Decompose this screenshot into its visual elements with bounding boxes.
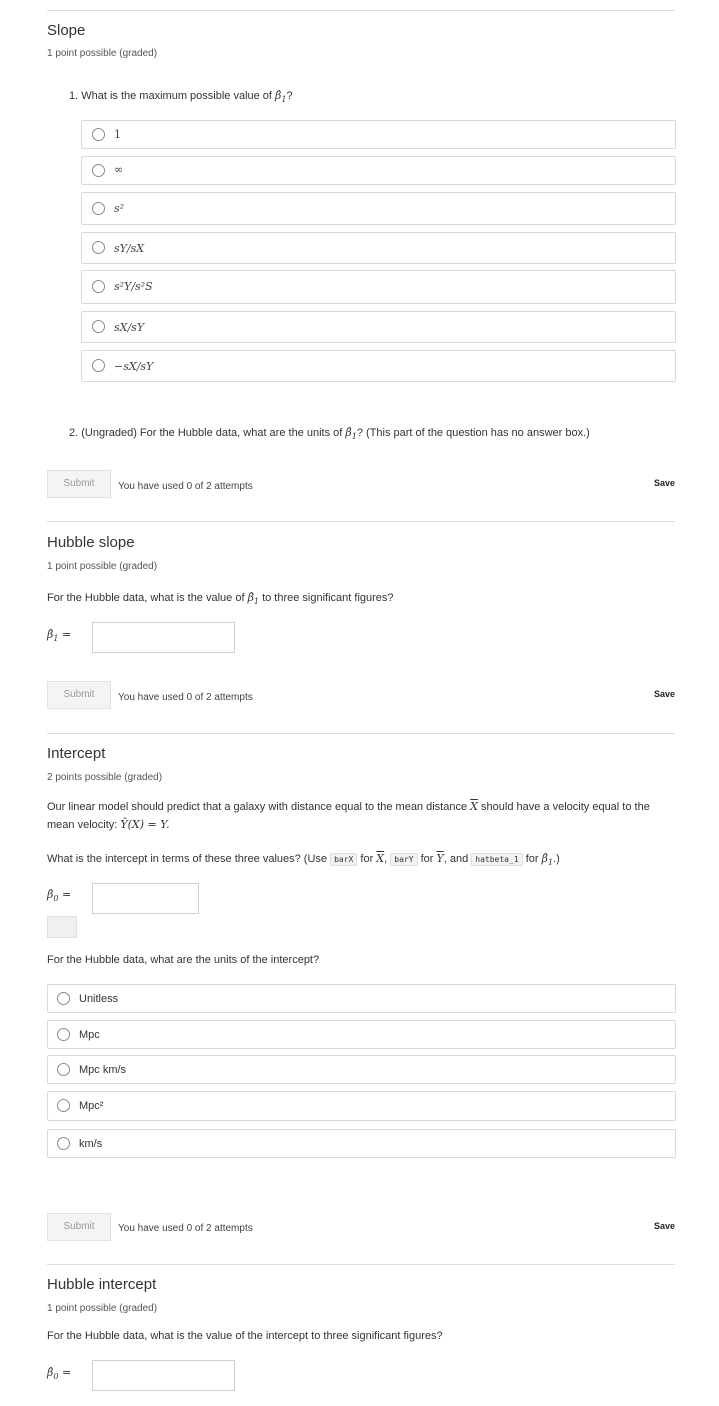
comma: , xyxy=(384,853,391,865)
submit-button[interactable]: Submit xyxy=(47,470,111,498)
code-hatbeta: hatbeta_1 xyxy=(471,853,522,866)
answer-input[interactable] xyxy=(92,1360,235,1391)
prediction-equation: Ŷ(X) = Y. xyxy=(120,818,170,831)
divider xyxy=(47,521,675,522)
radio-button[interactable] xyxy=(57,992,70,1005)
attempts-text: You have used 0 of 2 attempts xyxy=(118,481,253,492)
submit-button[interactable]: Submit xyxy=(47,681,111,709)
paragraph-text: should have a velocity equal to the xyxy=(477,801,650,813)
radio-button[interactable] xyxy=(57,1137,70,1150)
unit-option-kms[interactable] xyxy=(47,1129,676,1158)
save-button[interactable]: Save xyxy=(653,1221,675,1231)
submit-button[interactable]: Submit xyxy=(47,1213,111,1241)
problem-points: 2 points possible (graded) xyxy=(47,772,163,783)
unit-option-mpc-kms[interactable] xyxy=(47,1055,676,1084)
answer-label xyxy=(47,626,71,648)
radio-button[interactable] xyxy=(92,320,105,333)
option-label: Mpc² xyxy=(79,1100,104,1112)
intercept-paragraph-2 xyxy=(47,850,679,872)
divider xyxy=(47,733,675,734)
option-label: 1 xyxy=(114,128,121,141)
code-bary: barY xyxy=(390,853,417,866)
problem-title-intercept: Intercept xyxy=(47,745,106,762)
intercept-paragraph-1 xyxy=(47,798,679,834)
question-2 xyxy=(69,424,590,446)
divider xyxy=(47,10,675,11)
beta-symbol: β̂ xyxy=(541,852,548,865)
paragraph-text: for xyxy=(417,853,437,865)
beta-subscript: 1 xyxy=(351,432,357,441)
beta-symbol: β̂ xyxy=(47,888,54,901)
x-bar-symbol: $\overline{X}$ xyxy=(376,852,385,865)
intercept-formula-input[interactable] xyxy=(92,883,199,914)
option-1[interactable] xyxy=(81,120,676,149)
question-1-text: 1. What is the maximum possible value of xyxy=(69,90,276,102)
beta-subscript: 0 xyxy=(53,894,59,903)
option-label: Unitless xyxy=(79,993,119,1005)
beta-symbol: β̂ xyxy=(275,89,282,102)
option-label: sX/sY xyxy=(114,321,145,334)
attempts-text: You have used 0 of 2 attempts xyxy=(118,692,253,703)
paragraph-text: Our linear model should predict that a galaxy with distance equal to the mean distance xyxy=(47,801,471,813)
option-label: Mpc km/s xyxy=(79,1064,127,1076)
question-text: For the Hubble data, what is the value of the intercept to three significant figures? xyxy=(47,1330,443,1342)
radio-button[interactable] xyxy=(92,128,105,141)
paragraph-text: , and xyxy=(443,853,472,865)
question-1-suffix: ? xyxy=(286,90,293,102)
equals-sign: = xyxy=(58,888,72,901)
option-sx-squared[interactable] xyxy=(81,192,676,225)
beta-subscript: 1 xyxy=(53,634,59,643)
question-suffix: to three significant figures? xyxy=(259,592,394,604)
beta-subscript: 0 xyxy=(53,1372,59,1381)
option-infinity[interactable] xyxy=(81,156,676,185)
option-sy2-over-ss2[interactable] xyxy=(81,270,676,304)
option-neg-sx-over-sy[interactable] xyxy=(81,350,676,382)
paragraph-text: for xyxy=(357,853,377,865)
radio-button[interactable] xyxy=(92,359,105,372)
problem-title-hubble-intercept: Hubble intercept xyxy=(47,1276,157,1293)
option-label: s²Y/s²S xyxy=(114,280,153,293)
unit-option-mpc-squared[interactable] xyxy=(47,1091,676,1121)
radio-button[interactable] xyxy=(57,1028,70,1041)
radio-button[interactable] xyxy=(92,164,105,177)
unit-option-mpc[interactable] xyxy=(47,1020,676,1049)
beta-subscript: 1 xyxy=(547,858,554,867)
question-text xyxy=(47,589,394,611)
radio-button[interactable] xyxy=(92,202,105,215)
problem-title-hubble-slope: Hubble slope xyxy=(47,534,135,551)
option-label: −sX/sY xyxy=(114,360,154,373)
answer-label xyxy=(47,886,71,908)
beta-symbol: β̂ xyxy=(47,628,54,641)
answer-label xyxy=(47,1364,71,1386)
beta-symbol: β̂ xyxy=(345,426,352,439)
question-1 xyxy=(69,87,293,109)
question-2-suffix: ? (This part of the question has no answer box.) xyxy=(356,427,590,439)
beta-symbol: β̂ xyxy=(247,591,254,604)
paragraph-text: mean velocity: xyxy=(47,819,121,831)
units-question: For the Hubble data, what are the units of the intercept? xyxy=(47,954,320,966)
beta-subscript: 1 xyxy=(253,597,260,606)
radio-button[interactable] xyxy=(92,280,105,293)
option-label: km/s xyxy=(79,1138,103,1150)
question-2-text: 2. (Ungraded) For the Hubble data, what are the units of xyxy=(69,427,346,439)
radio-button[interactable] xyxy=(57,1099,70,1112)
equals-sign: = xyxy=(58,1366,72,1379)
question-prefix: For the Hubble data, what is the value of xyxy=(47,592,248,604)
radio-button[interactable] xyxy=(57,1063,70,1076)
save-button[interactable]: Save xyxy=(653,478,675,488)
option-label: sY/sX xyxy=(114,242,145,255)
y-bar-symbol: $\overline{Y}$ xyxy=(436,852,444,865)
option-label: Mpc xyxy=(79,1029,100,1041)
unit-option-unitless[interactable] xyxy=(47,984,676,1013)
option-label: s² xyxy=(114,202,125,215)
problem-title-slope: Slope xyxy=(47,22,86,39)
problem-points: 1 point possible (graded) xyxy=(47,561,158,572)
problem-points: 1 point possible (graded) xyxy=(47,1303,158,1314)
x-bar-symbol: $\overline{X}$ xyxy=(470,800,478,813)
save-button[interactable]: Save xyxy=(653,689,675,699)
equals-sign: = xyxy=(58,628,72,641)
formula-preview-box xyxy=(47,916,77,938)
problem-points: 1 point possible (graded) xyxy=(47,48,158,59)
radio-button[interactable] xyxy=(92,241,105,254)
beta-subscript: 1 xyxy=(281,95,287,104)
option-sy-over-sx[interactable] xyxy=(81,232,676,264)
answer-input[interactable] xyxy=(92,622,235,653)
attempts-text: You have used 0 of 2 attempts xyxy=(118,1223,253,1234)
option-sx-over-sy[interactable] xyxy=(81,311,676,343)
paragraph-text: What is the intercept in terms of these three values? (Use xyxy=(47,853,331,865)
code-barx: barX xyxy=(330,853,357,866)
option-label: ∞ xyxy=(114,163,124,176)
paragraph-text: for xyxy=(522,853,542,865)
beta-symbol: β̂ xyxy=(47,1366,54,1379)
divider xyxy=(47,1264,675,1265)
paragraph-text: .) xyxy=(553,853,560,865)
